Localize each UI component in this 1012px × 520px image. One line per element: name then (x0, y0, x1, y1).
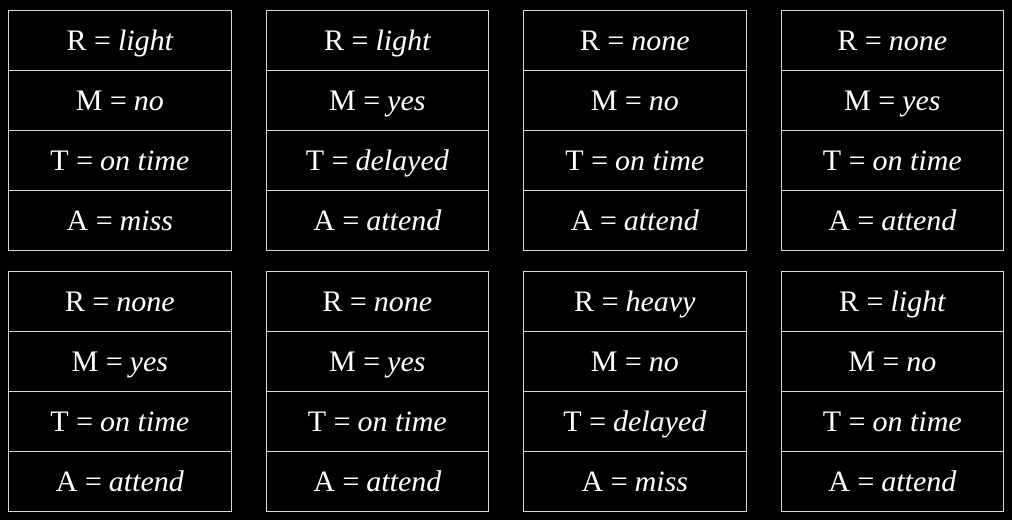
attribute-name: T (50, 404, 70, 438)
equals-sign: = (848, 143, 866, 177)
equals-sign: = (92, 284, 110, 318)
attribute-value: on time (100, 143, 190, 177)
attribute-row (9, 71, 231, 131)
attribute-row (524, 332, 746, 392)
equals-sign: = (76, 404, 94, 438)
attribute-row (267, 392, 489, 452)
equals-sign: = (601, 284, 619, 318)
attribute-name: A (828, 203, 851, 237)
attribute-name: R (579, 23, 601, 57)
attribute-name: T (822, 404, 842, 438)
attribute-card (8, 271, 232, 512)
attribute-name: R (322, 284, 343, 318)
attribute-name: A (313, 203, 336, 237)
attribute-name: R (66, 23, 88, 57)
attribute-value: on time (872, 404, 962, 438)
attribute-value: on time (615, 143, 705, 177)
attribute-row (524, 191, 746, 250)
attribute-value: miss (119, 203, 173, 237)
equals-sign: = (857, 203, 875, 237)
attribute-value: none (116, 284, 175, 318)
equals-sign: = (331, 143, 349, 177)
attribute-row (267, 191, 489, 250)
equals-sign: = (610, 464, 628, 498)
equals-sign: = (105, 344, 123, 378)
attribute-row (524, 392, 746, 452)
attribute-name: M (329, 344, 357, 378)
attribute-value: light (117, 23, 173, 57)
attribute-value: attend (623, 203, 699, 237)
attribute-value: yes (387, 344, 426, 378)
attribute-card (266, 271, 490, 512)
attribute-row (267, 332, 489, 392)
attribute-row (782, 392, 1004, 452)
attribute-name: A (828, 464, 851, 498)
attribute-value: attend (108, 464, 184, 498)
attribute-value: light (890, 284, 946, 318)
equals-sign: = (607, 23, 625, 57)
attribute-row (782, 452, 1004, 511)
attribute-value: delayed (612, 404, 707, 438)
attribute-row (9, 11, 231, 71)
attribute-value: light (375, 23, 431, 57)
attribute-row (267, 272, 489, 332)
attribute-name: T (565, 143, 585, 177)
attribute-name: R (837, 23, 858, 57)
attribute-name: A (570, 203, 593, 237)
attribute-value: yes (387, 83, 426, 117)
attribute-value: miss (634, 464, 688, 498)
attribute-name: A (581, 464, 604, 498)
attribute-name: A (313, 464, 336, 498)
equals-sign: = (349, 284, 367, 318)
attribute-name: M (75, 83, 103, 117)
attribute-row (9, 452, 231, 511)
attribute-value: no (906, 344, 937, 378)
attribute-name: R (64, 284, 86, 318)
attribute-row (267, 452, 489, 511)
attribute-value: yes (129, 344, 168, 378)
attribute-name: M (71, 344, 99, 378)
attribute-name: A (55, 464, 78, 498)
attribute-row (267, 71, 489, 131)
equals-sign: = (848, 404, 866, 438)
equals-sign: = (84, 464, 102, 498)
attribute-name: R (839, 284, 860, 318)
attribute-row (524, 71, 746, 131)
attribute-row (9, 332, 231, 392)
attribute-name: T (305, 143, 325, 177)
attribute-row (267, 131, 489, 191)
attribute-name: M (848, 344, 876, 378)
attribute-value: none (888, 23, 948, 57)
equals-sign: = (589, 404, 606, 438)
attribute-row (524, 272, 746, 332)
attribute-row (9, 392, 231, 452)
attribute-name: T (307, 404, 327, 438)
equals-sign: = (95, 203, 113, 237)
attribute-name: T (50, 143, 70, 177)
attribute-card (266, 10, 490, 251)
attribute-row (782, 191, 1004, 250)
attribute-name: T (822, 143, 842, 177)
attribute-value: attend (366, 464, 442, 498)
attribute-name: M (590, 83, 618, 117)
attribute-card (781, 271, 1005, 512)
attribute-card (523, 10, 747, 251)
attribute-row (524, 11, 746, 71)
equals-sign: = (624, 83, 642, 117)
attribute-value: no (648, 344, 679, 378)
attribute-name: M (844, 83, 872, 117)
equals-sign: = (878, 83, 896, 117)
attribute-row (9, 272, 231, 332)
equals-sign: = (882, 344, 900, 378)
attribute-row (782, 131, 1004, 191)
attribute-name: A (66, 203, 89, 237)
equals-sign: = (333, 404, 351, 438)
attribute-card (8, 10, 232, 251)
attribute-value: yes (902, 83, 941, 117)
equals-sign: = (363, 344, 381, 378)
attribute-row (782, 71, 1004, 131)
attribute-name: R (324, 23, 345, 57)
attribute-value: delayed (355, 143, 449, 177)
attribute-name: R (574, 284, 595, 318)
equals-sign: = (94, 23, 111, 57)
equals-sign: = (624, 344, 642, 378)
attribute-name: T (563, 404, 583, 438)
attribute-row (9, 191, 231, 250)
equals-sign: = (109, 83, 127, 117)
attribute-value: attend (881, 203, 957, 237)
attribute-value: no (133, 83, 164, 117)
equals-sign: = (864, 23, 882, 57)
attribute-row (267, 11, 489, 71)
attribute-value: no (648, 83, 679, 117)
attribute-value: on time (100, 404, 190, 438)
attribute-value: heavy (625, 284, 696, 318)
attribute-row (782, 272, 1004, 332)
attribute-card (781, 10, 1005, 251)
attribute-value: attend (366, 203, 442, 237)
equals-sign: = (591, 143, 609, 177)
equals-sign: = (599, 203, 617, 237)
equals-sign: = (342, 464, 360, 498)
attribute-row (782, 332, 1004, 392)
attribute-value: on time (357, 404, 447, 438)
attribute-row (9, 131, 231, 191)
attribute-name: M (590, 344, 618, 378)
attribute-row (782, 11, 1004, 71)
attribute-value: attend (881, 464, 957, 498)
equals-sign: = (76, 143, 94, 177)
equals-sign: = (363, 83, 381, 117)
attribute-row (524, 131, 746, 191)
attribute-card (523, 271, 747, 512)
equals-sign: = (857, 464, 875, 498)
attribute-value: on time (872, 143, 962, 177)
equals-sign: = (866, 284, 884, 318)
attribute-name: M (329, 83, 357, 117)
attribute-value: none (373, 284, 433, 318)
attribute-value: none (631, 23, 690, 57)
attribute-row (524, 452, 746, 511)
equals-sign: = (351, 23, 369, 57)
equals-sign: = (342, 203, 360, 237)
